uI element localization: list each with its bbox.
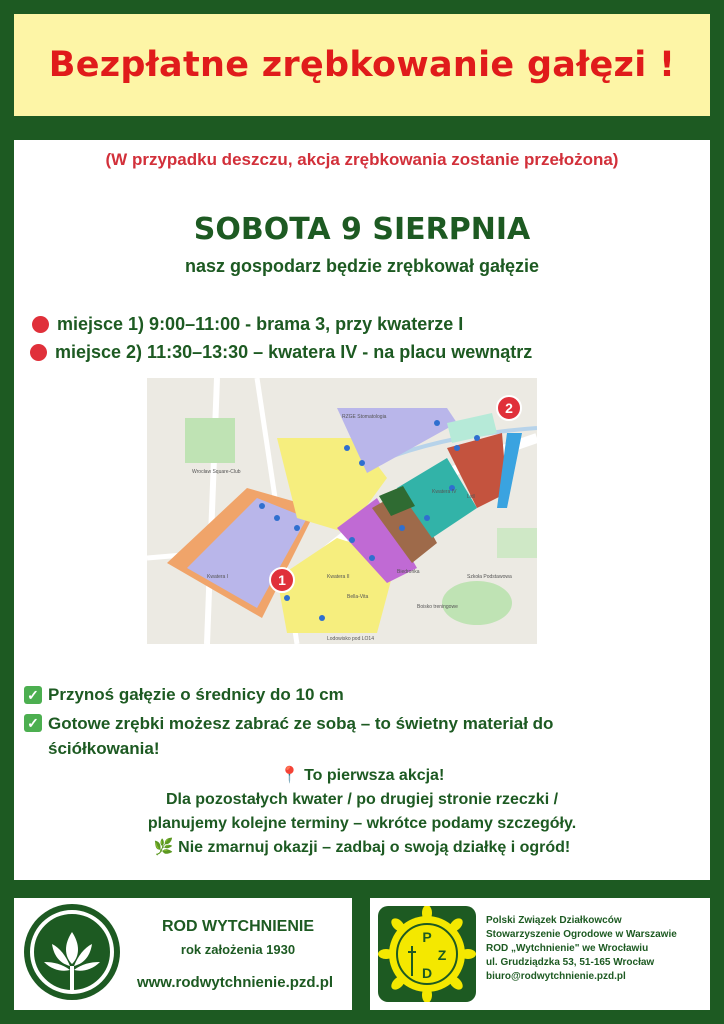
org-email-link[interactable]: biuro@rodwytchnienie.pzd.pl (486, 971, 626, 982)
red-dot-icon (32, 316, 49, 333)
svg-text:RZGE Stomatologia: RZGE Stomatologia (342, 414, 387, 420)
svg-text:2: 2 (505, 400, 513, 416)
svg-text:Kwatera IV: Kwatera IV (432, 489, 457, 495)
pzd-logo (378, 906, 476, 1002)
svg-text:Lodowisko pod LO14: Lodowisko pod LO14 (327, 636, 374, 642)
map-marker-2 (497, 396, 521, 420)
event-date: SOBOTA 9 SIERPNIA (193, 212, 531, 247)
svg-text:Boisko treningowe: Boisko treningowe (417, 604, 458, 610)
rod-website-link[interactable]: www.rodwytchnienie.pzd.pl (136, 974, 334, 991)
svg-text:Lidl: Lidl (467, 494, 475, 500)
leaf-icon: 🌿 (153, 839, 174, 856)
event-subtitle: nasz gospodarz będzie zrębkował gałęzie (184, 256, 540, 276)
checkmark-icon: ✓ (24, 714, 42, 732)
map-marker-1 (270, 568, 294, 592)
rod-logo (24, 904, 120, 1000)
rod-founded: rok założenia 1930 (180, 942, 296, 957)
rain-notice: (W przypadku deszczu, akcja zrębkowania zostanie przełożona) (105, 150, 619, 169)
info-line-3: planujemy kolejne terminy – wkrótce podamy szczegóły. (147, 815, 577, 832)
svg-text:1: 1 (278, 572, 286, 588)
org-line-3: ROD „Wytchnienie" we Wrocławiu (486, 943, 649, 954)
place-label-2: miejsce 2) 11:30–13:30 – kwatera IV - na placu wewnątrz (55, 342, 533, 362)
checkmark-icon: ✓ (24, 686, 42, 704)
page-title: Bezpłatne zrębkowanie gałęzi ! (48, 45, 676, 85)
rod-name: ROD WYTCHNIENIE (162, 918, 314, 935)
check-item-1 (24, 685, 344, 705)
place-label-1: miejsce 1) 9:00–11:00 - brama 3, przy kwaterze I (57, 314, 464, 334)
svg-text:P: P (422, 929, 432, 945)
org-line-4: ul. Grudziądzka 53, 51-165 Wrocław (486, 957, 655, 968)
svg-text:Wrocław Square-Club: Wrocław Square-Club (192, 469, 241, 475)
org-line-2: Stowarzyszenie Ogrodowe w Warszawie (486, 929, 677, 940)
footer-pzd (370, 898, 710, 1010)
svg-text:Biedronka: Biedronka (397, 569, 420, 575)
info-line-2: Dla pozostałych kwater / po drugiej stronie rzeczki / (165, 791, 559, 808)
check-label-2: Gotowe zrębki możesz zabrać ze sobą – to świetny materiał do ściółkowania! (48, 714, 554, 758)
svg-text:Kwatera I: Kwatera I (207, 574, 229, 580)
footer-rod (14, 898, 352, 1010)
place-item-2 (30, 342, 532, 363)
red-dot-icon (30, 344, 47, 361)
svg-text:Z: Z (437, 947, 447, 963)
org-line-1: Polski Związek Działkowców (486, 915, 622, 926)
svg-text:Kwatera II: Kwatera II (327, 574, 350, 580)
allotment-map (147, 378, 537, 644)
check-label-1: Przynoś gałęzie o średnicy do 10 cm (48, 685, 344, 704)
svg-text:Szkoła Podstawowa: Szkoła Podstawowa (467, 574, 512, 580)
place-item-1 (32, 314, 463, 335)
main-content (14, 140, 710, 880)
info-line-4: 🌿 Nie zmarnuj okazji – zadbaj o swoją działkę i ogród! (153, 839, 571, 856)
pin-icon: 📍 (279, 767, 300, 784)
org-info (486, 914, 677, 984)
info-block (14, 764, 710, 860)
svg-text:Bella-Vita: Bella-Vita (347, 594, 369, 600)
svg-text:D: D (421, 965, 433, 981)
info-line-1: 📍 To pierwsza akcja! (279, 767, 445, 784)
check-item-2 (24, 711, 624, 761)
title-banner (14, 14, 710, 116)
